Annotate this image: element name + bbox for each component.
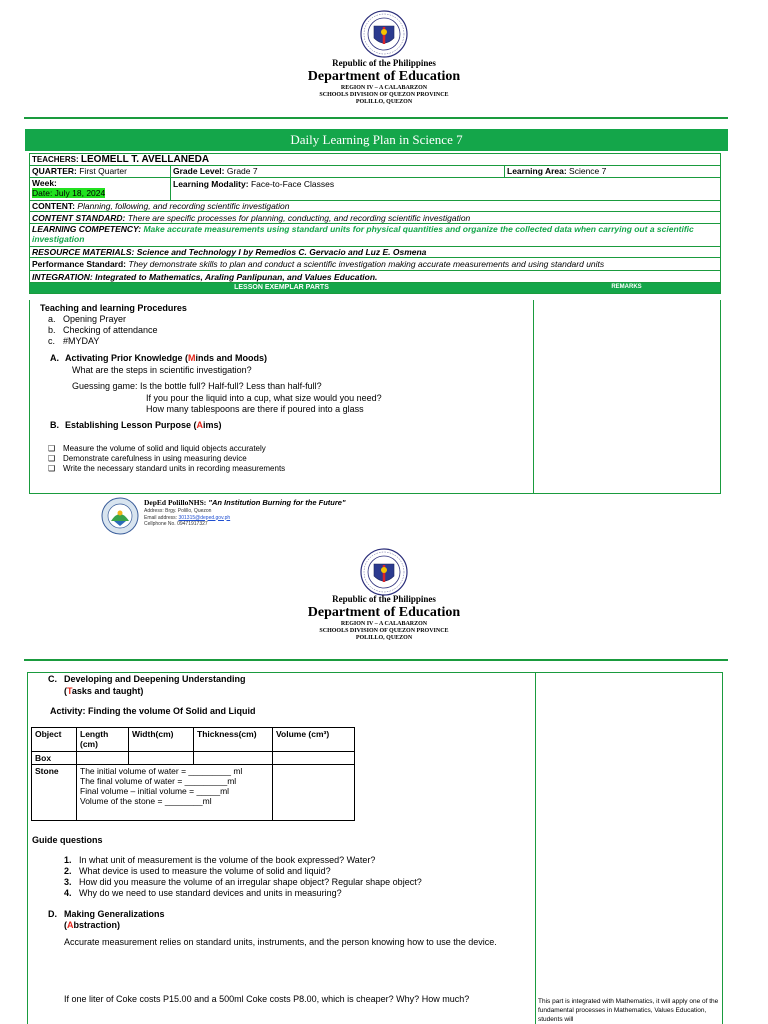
procedures-heading: Teaching and learning Procedures — [40, 303, 187, 313]
integration-label: INTEGRATION: — [32, 272, 93, 282]
performance-row — [30, 258, 720, 271]
school-logo-icon — [101, 497, 139, 535]
resources-row — [30, 247, 720, 258]
teachers-value: LEOMELL T. AVELLANEDA — [80, 154, 210, 165]
department-label: Department of Education — [307, 605, 461, 620]
integration-value: Integrated to Mathematics, Araling Panlipunan, and Values Education. — [95, 272, 378, 282]
section-a-question: What are the steps in scientific investigation? — [72, 365, 252, 375]
division-label: SCHOOLS DIVISION OF QUEZON PROVINCE — [319, 92, 449, 98]
header-divider — [24, 659, 728, 661]
procedure-item-3: c. #MYDAY — [48, 336, 100, 346]
guessing-line-3: How many tablespoons are there if poured into a glass — [146, 404, 364, 414]
objective-item: ❑ Write the necessary standard units in recording measurements — [48, 464, 286, 473]
guide-question: 1. In what unit of measurement is the volume of the book expressed? Water? — [64, 855, 376, 865]
table-header-cell: Object — [32, 728, 77, 752]
grade-cell — [170, 166, 504, 177]
footer-motto: "An Institution Burning for the Future" — [208, 498, 346, 507]
area-value: Science 7 — [569, 166, 607, 176]
section-d-heading: D. Making Generalizations — [48, 909, 165, 919]
table-row — [32, 765, 355, 821]
procedures-list — [48, 314, 158, 347]
table-header-cell: Volume (cm³) — [273, 728, 355, 752]
republic-label: Republic of the Philippines — [332, 594, 436, 604]
info-table — [29, 153, 721, 294]
integration-row — [30, 271, 720, 283]
resources-value: Science and Technology I by Remedios C. Gervacio and Luz E. Osmena — [136, 247, 427, 257]
stone-instructions: The initial volume of water = _________ ml The final volume of water = _________ml Final volume – initial volume = _____ml Volume of the stone = ________ml — [77, 765, 273, 821]
coke-question: If one liter of Coke costs P15.00 and a 500ml Coke costs P8.00, which is cheaper? Why? How much? — [64, 994, 470, 1004]
table-header-cell: Length (cm) — [77, 728, 129, 752]
table-cell: Stone — [32, 765, 77, 821]
deped-seal-icon — [360, 548, 408, 596]
modality-cell — [170, 178, 720, 200]
page1-header — [0, 58, 768, 106]
modality-label: Learning Modality: — [173, 179, 249, 189]
objectives-list — [48, 444, 285, 474]
footer-school: DepEd PolilloNHS: — [144, 498, 207, 507]
teachers-row — [30, 154, 720, 166]
section-c-heading: C. Developing and Deepening Understanding — [48, 674, 246, 684]
footer-address: Address: Brgy. Polillo, Quezon — [144, 508, 212, 514]
footer-email-label: Email address: — [144, 514, 178, 521]
checkbox-icon: ❑ — [48, 464, 56, 473]
section-b-heading: B. Establishing Lesson Purpose (Aims) — [50, 420, 222, 430]
resources-label: RESOURCE MATERIALS: — [32, 247, 135, 257]
standard-label: CONTENT STANDARD: — [32, 213, 126, 223]
region-label: REGION IV – A CALABARZON — [340, 85, 428, 91]
footer-phone: Cellphone No. 09471917327 — [144, 521, 208, 527]
table-row — [32, 752, 355, 765]
table-header-cell: Width(cm) — [129, 728, 194, 752]
standard-value: There are specific processes for planning, conducting, and recording scientific investigation — [127, 213, 471, 223]
activity-title: Activity: Finding the volume Of Solid and Liquid — [50, 706, 256, 716]
remarks-divider — [535, 673, 536, 1024]
footer-contact — [144, 508, 230, 528]
guide-heading: Guide questions — [32, 835, 103, 845]
competency-row — [30, 224, 720, 247]
table-header-cell: Thickness(cm) — [194, 728, 273, 752]
content-label: CONTENT: — [32, 201, 75, 211]
performance-label: Performance Standard: — [32, 259, 126, 269]
competency-value: Make accurate measurements using standard units for physical quantities and organize the collected data when carrying out a scientific investigation — [32, 224, 694, 244]
generalization-text: Accurate measurement relies on standard units, instruments, and the person knowing how to use the device. — [64, 937, 497, 947]
area-cell — [504, 166, 720, 177]
area-label: Learning Area: — [507, 166, 567, 176]
parts-header: LESSON EXEMPLAR PARTS — [234, 284, 329, 291]
section-a-heading: A. Activating Prior Knowledge (Minds and Moods) — [50, 353, 268, 363]
content-row — [30, 201, 720, 212]
procedure-item-2: b. Checking of attendance — [48, 325, 158, 335]
footer-email-link[interactable]: 301315@deped.gov.ph — [178, 514, 231, 521]
guessing-line-1: Guessing game: Is the bottle full? Half-full? Less than half-full? — [72, 381, 322, 391]
location-label: POLILLO, QUEZON — [355, 99, 413, 105]
department-label: Department of Education — [307, 69, 461, 84]
quarter-row — [30, 166, 720, 178]
section-d-subheading: (Abstraction) — [64, 920, 121, 930]
objective-item: ❑ Measure the volume of solid and liquid objects accurately — [48, 444, 266, 453]
republic-label: Republic of the Philippines — [332, 58, 436, 68]
division-label: SCHOOLS DIVISION OF QUEZON PROVINCE — [319, 628, 449, 634]
page2-header — [0, 594, 768, 642]
grade-value: Grade 7 — [226, 166, 258, 176]
checkbox-icon: ❑ — [48, 444, 56, 453]
table-header-row — [32, 728, 355, 752]
modality-value: Face-to-Face Classes — [250, 179, 335, 189]
plan-title: Daily Learning Plan in Science 7 — [25, 129, 728, 151]
week-label: Week: — [32, 178, 57, 188]
performance-value: They demonstrate skills to plan and conduct a scientific investigation making accurate measurements and using standard units — [128, 259, 605, 269]
page2-procedures-area — [27, 672, 723, 1024]
header-divider — [24, 117, 728, 119]
activity-table — [31, 727, 355, 821]
quarter-value: First Quarter — [79, 166, 127, 176]
guide-question: 4. Why do we need to use standard devices and units in measuring? — [64, 888, 342, 898]
parts-header-row — [30, 283, 720, 293]
footer-school-line — [144, 498, 346, 507]
competency-label: LEARNING COMPETENCY: — [32, 224, 142, 234]
remarks-header: REMARKS — [611, 284, 642, 290]
guide-list — [64, 855, 422, 899]
region-label: REGION IV – A CALABARZON — [340, 621, 428, 627]
date-value: Date: July 18, 2024 — [32, 188, 106, 198]
grade-label: Grade Level: — [173, 166, 225, 176]
quarter-label: QUARTER: — [32, 166, 77, 176]
objective-item: ❑ Demonstrate carefulness in using measuring device — [48, 454, 247, 463]
remarks-divider — [533, 300, 534, 493]
guide-question: 2. What device is used to measure the volume of solid and liquid? — [64, 866, 331, 876]
guide-question: 3. How did you measure the volume of an irregular shape object? Regular shape object? — [64, 877, 422, 887]
teachers-label: TEACHERS: — [32, 155, 79, 164]
checkbox-icon: ❑ — [48, 454, 56, 463]
standard-row — [30, 212, 720, 224]
table-cell: Box — [32, 752, 77, 765]
remarks-note: This part is integrated with Mathematics, it will apply one of the fundamental processes in Mathematics, Values Education, students will — [538, 998, 719, 1023]
week-row — [30, 178, 720, 201]
deped-seal-icon — [360, 10, 408, 58]
procedure-item-1: a. Opening Prayer — [48, 314, 127, 324]
location-label: POLILLO, QUEZON — [355, 635, 413, 641]
section-c-subheading: (Tasks and taught) — [64, 686, 144, 696]
guessing-line-2: If you pour the liquid into a cup, what size would you need? — [146, 393, 382, 403]
content-value: Planning, following, and recording scientific investigation — [77, 201, 290, 211]
